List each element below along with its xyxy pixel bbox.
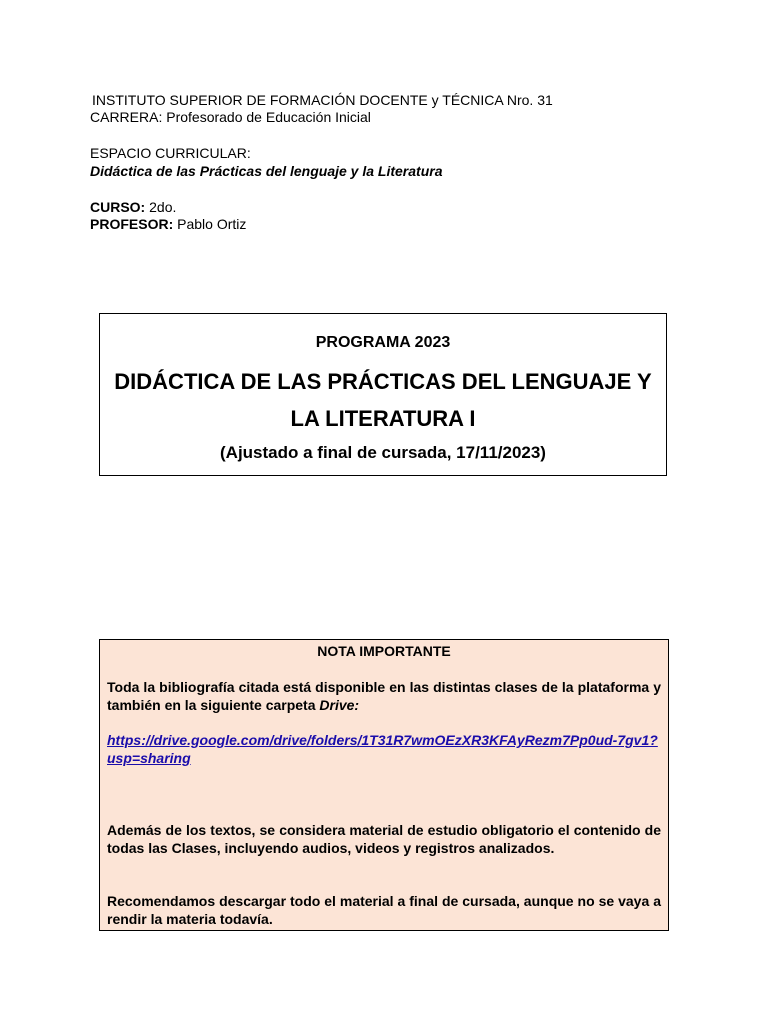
institution-name: INSTITUTO SUPERIOR DE FORMACIÓN DOCENTE y TÉCNICA Nro. 31 [92, 92, 553, 108]
course-label: CURSO: [90, 199, 146, 215]
note-heading: NOTA IMPORTANTE [317, 643, 451, 659]
drive-folder-link[interactable]: https://drive.google.com/drive/folders/1T31R7wmOEzXR3KFAyRezm7Pp0ud-7gv1?usp=sharing [107, 732, 658, 766]
subject-title-line2: LA LITERATURA I [290, 406, 476, 431]
professor-line [90, 216, 246, 233]
course-value: 2do. [145, 199, 177, 215]
program-title-box [99, 313, 667, 476]
subject-title [100, 363, 666, 437]
study-material-paragraph: Además de los textos, se considera material de estudio obligatorio el contenido de todas las Clases, incluyendo audios, videos y registros analizados. [107, 822, 661, 856]
adjustment-note: (Ajustado a final de cursada, 17/11/2023) [220, 443, 546, 462]
drive-link-paragraph [107, 731, 661, 767]
bibliography-paragraph [107, 678, 661, 714]
drive-word: Drive: [319, 697, 360, 713]
professor-label: PROFESOR: [90, 216, 174, 232]
important-note-box [99, 639, 669, 931]
subject-title-line1: DIDÁCTICA DE LAS PRÁCTICAS DEL LENGUAJE Y [114, 369, 652, 394]
program-year: PROGRAMA 2023 [315, 334, 451, 351]
curricular-space-label: ESPACIO CURRICULAR: [90, 145, 251, 161]
professor-value: Pablo Ortiz [173, 216, 247, 232]
course-line [90, 199, 176, 216]
career-line: CARRERA: Profesorado de Educación Inicial [90, 109, 371, 125]
curricular-space-value: Didáctica de las Prácticas del lenguaje y la Literatura [90, 163, 443, 179]
bibliography-text: Toda la bibliografía citada está disponible en las distintas clases de la plataforma y también en la siguiente carpeta [107, 679, 661, 713]
download-recommendation-paragraph: Recomendamos descargar todo el material a final de cursada, aunque no se vaya a rendir la materia todavía. [107, 893, 661, 927]
